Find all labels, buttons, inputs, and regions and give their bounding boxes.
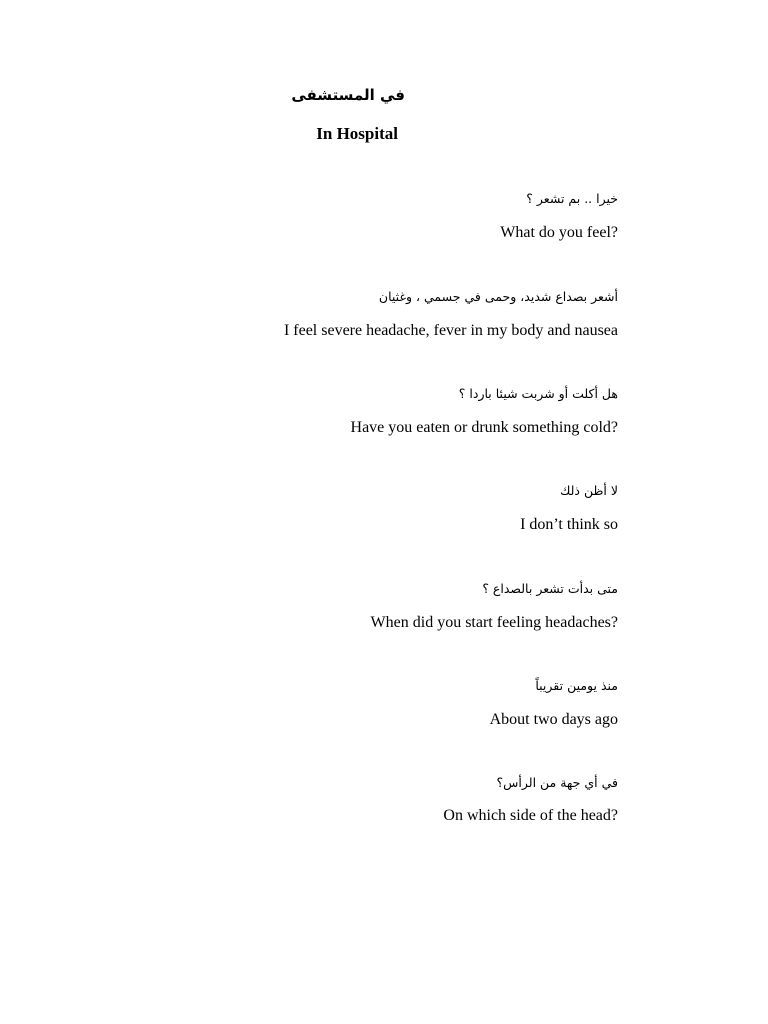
line-2-english: I feel severe headache, fever in my body and nausea — [283, 322, 618, 339]
line-3-english: Have you eaten or drunk something cold? — [350, 419, 618, 436]
line-1-arabic: خيرا .. بم تشعر ؟ — [526, 191, 618, 206]
title-english: In Hospital — [316, 124, 398, 143]
line-4-english: I don’t think so — [520, 516, 618, 533]
line-6-english: About two days ago — [489, 711, 618, 728]
line-1-english: What do you feel? — [500, 224, 618, 241]
line-3-arabic: هل أكلت أو شربت شيئا باردا ؟ — [458, 386, 618, 401]
title-arabic: في المستشفى — [291, 86, 405, 104]
line-5-english: When did you start feeling headaches? — [370, 614, 618, 631]
line-6-arabic: منذ يومين تقريباً — [535, 678, 618, 693]
line-4-arabic: لا أظن ذلك — [560, 483, 618, 498]
line-7-english: On which side of the head? — [443, 807, 618, 824]
line-5-arabic: متى بدأت تشعر بالصداع ؟ — [482, 581, 618, 596]
line-2-arabic: أشعر بصداع شديد، وحمى في جسمي ، وغثيان — [378, 289, 618, 304]
line-7-arabic: في أي جهة من الرأس؟ — [496, 775, 618, 790]
